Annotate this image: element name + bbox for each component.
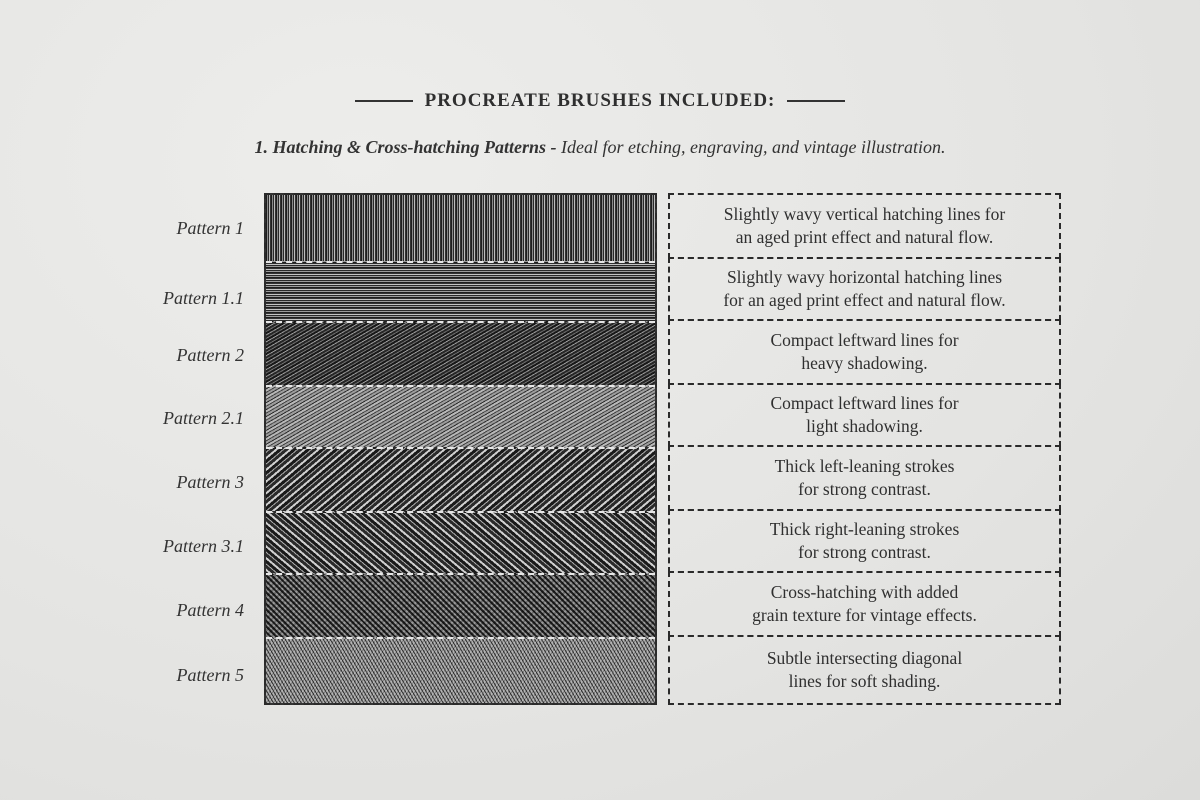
description-line: for an aged print effect and natural flow.	[723, 290, 1006, 310]
subtitle-heading: 1. Hatching & Cross-hatching Patterns -	[254, 137, 557, 157]
pattern-label: Pattern 2	[176, 345, 244, 365]
description-line: an aged print effect and natural flow.	[735, 227, 994, 247]
pattern-description	[668, 445, 1061, 511]
pattern-swatch-4	[266, 573, 655, 639]
pattern-swatch-1-1	[266, 261, 655, 323]
pattern-swatch-1	[266, 195, 655, 263]
pattern-swatch-3-1	[266, 511, 655, 575]
description-line: for strong contrast.	[798, 542, 931, 562]
description-line: grain texture for vintage effects.	[752, 605, 977, 625]
subtitle	[0, 137, 1200, 158]
pattern-swatch-3	[266, 447, 655, 513]
description-line: Thick left-leaning strokes	[774, 456, 955, 476]
description-line: Cross-hatching with added	[770, 582, 959, 602]
pattern-description-column	[668, 193, 1061, 705]
pattern-swatch-column	[264, 193, 657, 705]
description-line: Slightly wavy horizontal hatching lines	[726, 267, 1003, 287]
pattern-label: Pattern 3	[176, 472, 244, 492]
pattern-description	[668, 509, 1061, 573]
pattern-swatch-2	[266, 321, 655, 387]
pattern-description	[668, 319, 1061, 385]
pattern-label: Pattern 2.1	[163, 408, 244, 428]
pattern-label: Pattern 4	[176, 600, 244, 620]
pattern-label: Pattern 1	[176, 218, 244, 238]
pattern-description	[668, 635, 1061, 705]
description-line: Thick right-leaning strokes	[769, 519, 960, 539]
pattern-label: Pattern 1.1	[163, 288, 244, 308]
description-line: for strong contrast.	[798, 479, 931, 499]
title-rule-left	[355, 100, 413, 102]
description-line: Slightly wavy vertical hatching lines for	[723, 204, 1006, 224]
page-title: PROCREATE BRUSHES INCLUDED:	[424, 90, 776, 111]
description-line: Compact leftward lines for	[770, 393, 959, 413]
pattern-description	[668, 257, 1061, 321]
pattern-description	[668, 571, 1061, 637]
pattern-label: Pattern 5	[176, 665, 244, 685]
pattern-description	[668, 193, 1061, 259]
description-line: Compact leftward lines for	[770, 330, 959, 350]
description-line: heavy shadowing.	[801, 353, 928, 373]
pattern-swatch-2-1	[266, 385, 655, 449]
description-line: Subtle intersecting diagonal	[766, 648, 963, 668]
description-line: lines for soft shading.	[788, 671, 941, 691]
pattern-description	[668, 383, 1061, 447]
title-row	[0, 90, 1200, 112]
subtitle-description: Ideal for etching, engraving, and vintage illustration.	[556, 137, 946, 157]
pattern-swatch-5	[266, 637, 655, 703]
description-line: light shadowing.	[806, 416, 923, 436]
title-rule-right	[787, 100, 845, 102]
pattern-label: Pattern 3.1	[163, 536, 244, 556]
